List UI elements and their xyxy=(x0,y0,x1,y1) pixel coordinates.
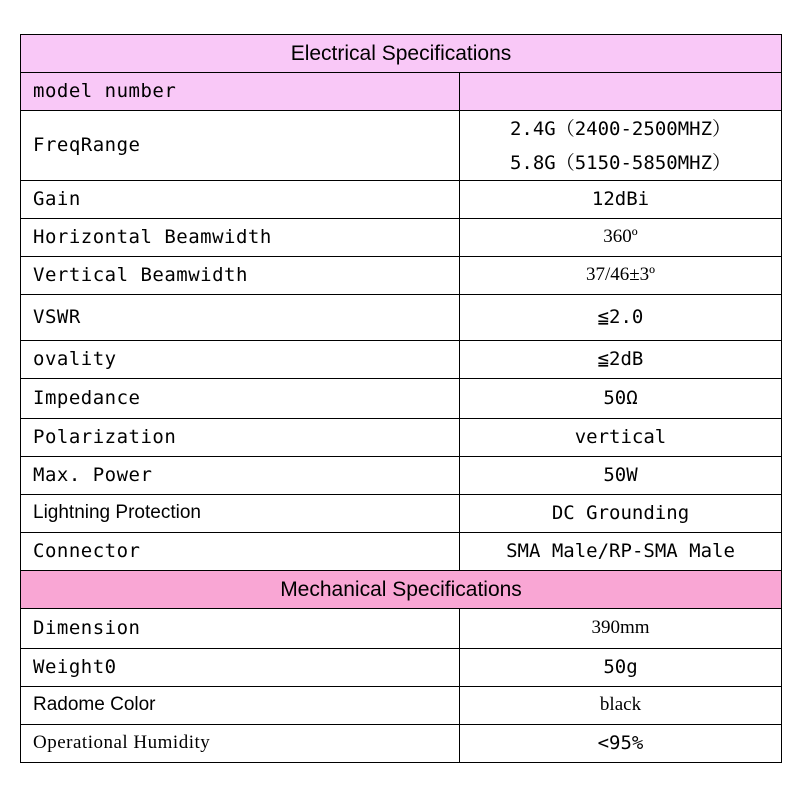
lightning-protection-value: DC Grounding xyxy=(460,495,782,533)
freq-range-58g: 5.8G（5150-5850MHZ） xyxy=(509,151,732,174)
table-row-ovality xyxy=(21,341,782,379)
table-row-max-power xyxy=(21,457,782,495)
operational-humidity-label: Operational Humidity xyxy=(21,725,460,763)
gain-label: Gain xyxy=(21,181,460,219)
table-row-operational-humidity xyxy=(21,725,782,763)
vertical-beamwidth-value: 37/46±3º xyxy=(460,257,782,295)
freq-range-24g: 2.4G（2400-2500MHZ） xyxy=(509,117,732,140)
table-row-horizontal-beamwidth xyxy=(21,219,782,257)
table-row-vertical-beamwidth xyxy=(21,257,782,295)
freq-range-value xyxy=(460,111,782,181)
dimension-value: 390mm xyxy=(460,609,782,649)
horizontal-beamwidth-label: Horizontal Beamwidth xyxy=(21,219,460,257)
connector-value: SMA Male/RP-SMA Male xyxy=(460,533,782,571)
max-power-label: Max. Power xyxy=(21,457,460,495)
operational-humidity-value: <95% xyxy=(460,725,782,763)
max-power-value: 50W xyxy=(460,457,782,495)
table-row-polarization xyxy=(21,419,782,457)
lightning-protection-label: Lightning Protection xyxy=(21,495,460,533)
mechanical-specifications-title: Mechanical Specifications xyxy=(21,571,782,609)
electrical-specifications-title: Electrical Specifications xyxy=(21,35,782,73)
table-row-vswr xyxy=(21,295,782,341)
vertical-beamwidth-label: Vertical Beamwidth xyxy=(21,257,460,295)
table-row-connector xyxy=(21,533,782,571)
impedance-label: Impedance xyxy=(21,379,460,419)
mechanical-header-row xyxy=(21,571,782,609)
table-row-radome-color xyxy=(21,687,782,725)
table-row-dimension xyxy=(21,609,782,649)
horizontal-beamwidth-value: 360º xyxy=(460,219,782,257)
gain-value: 12dBi xyxy=(460,181,782,219)
freq-range-label: FreqRange xyxy=(21,111,460,181)
model-number-label: model number xyxy=(21,73,460,111)
vswr-value: ≦2.0 xyxy=(460,295,782,341)
table-row-weight xyxy=(21,649,782,687)
connector-label: Connector xyxy=(21,533,460,571)
ovality-value: ≦2dB xyxy=(460,341,782,379)
radome-color-value: black xyxy=(460,687,782,725)
impedance-value: 50Ω xyxy=(460,379,782,419)
vswr-label: VSWR xyxy=(21,295,460,341)
radome-color-label: Radome Color xyxy=(21,687,460,725)
polarization-value: vertical xyxy=(460,419,782,457)
ovality-label: ovality xyxy=(21,341,460,379)
specifications-table xyxy=(20,34,782,763)
table-row-lightning-protection xyxy=(21,495,782,533)
weight-label: Weight0 xyxy=(21,649,460,687)
model-number-value xyxy=(460,73,782,111)
polarization-label: Polarization xyxy=(21,419,460,457)
electrical-header-row xyxy=(21,35,782,73)
table-row-model-number xyxy=(21,73,782,111)
table-row-freq-range xyxy=(21,111,782,181)
dimension-label: Dimension xyxy=(21,609,460,649)
table-row-impedance xyxy=(21,379,782,419)
table-row-gain xyxy=(21,181,782,219)
weight-value: 50g xyxy=(460,649,782,687)
